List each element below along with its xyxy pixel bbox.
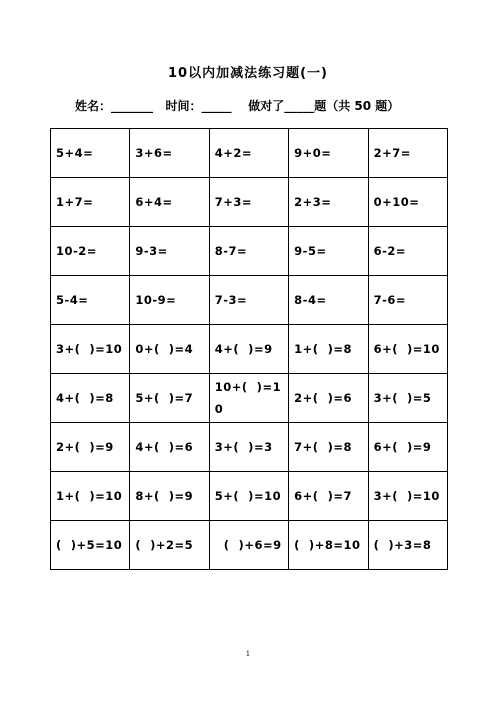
exercise-cell: 4+( )=9 [209, 325, 288, 374]
exercise-cell: ( )+8=10 [289, 521, 368, 570]
exercise-cell: 0+( )=4 [130, 325, 209, 374]
exercise-cell: 7-6= [368, 276, 447, 325]
student-info-line: 姓名：_______ 时间：_____ 做对了_____题（共 50 题） [75, 99, 400, 113]
exercise-cell: 7+( )=8 [289, 423, 368, 472]
exercise-cell: ( )+6=9 [209, 521, 288, 570]
exercise-row [51, 276, 448, 325]
exercise-cell: 8-4= [289, 276, 368, 325]
exercise-cell: 3+( )=10 [368, 472, 447, 521]
exercise-row [51, 472, 448, 521]
exercise-cell: ( )+3=8 [368, 521, 447, 570]
exercise-cell: 0+10= [368, 178, 447, 227]
worksheet-title: 10以内加减法练习题(一) [168, 66, 328, 81]
exercise-table [50, 128, 448, 570]
exercise-cell: 3+( )=3 [209, 423, 288, 472]
exercise-cell: 4+2= [209, 129, 288, 178]
exercise-cell: 6+( )=10 [368, 325, 447, 374]
exercise-row [51, 325, 448, 374]
exercise-cell: 1+7= [51, 178, 130, 227]
exercise-cell: 5+( )=10 [209, 472, 288, 521]
exercise-cell: 8+( )=9 [130, 472, 209, 521]
exercise-cell: 9+0= [289, 129, 368, 178]
exercise-cell: 10-9= [130, 276, 209, 325]
exercise-cell: 6-2= [368, 227, 447, 276]
page-number: 1 [245, 650, 251, 658]
exercise-row [51, 423, 448, 472]
exercise-cell: ( )+5=10 [51, 521, 130, 570]
exercise-cell: 10-2= [51, 227, 130, 276]
exercise-cell: 10+( )=10 [209, 374, 288, 423]
exercise-cell: 2+3= [289, 178, 368, 227]
exercise-row [51, 129, 448, 178]
exercise-row [51, 227, 448, 276]
exercise-cell: 6+( )=7 [289, 472, 368, 521]
exercise-cell: 7+3= [209, 178, 288, 227]
exercise-cell: 4+( )=8 [51, 374, 130, 423]
exercise-cell: 5+4= [51, 129, 130, 178]
exercise-cell: 1+( )=10 [51, 472, 130, 521]
exercise-cell: 1+( )=8 [289, 325, 368, 374]
exercise-cell: 2+7= [368, 129, 447, 178]
exercise-cell: 4+( )=6 [130, 423, 209, 472]
exercise-cell: 8-7= [209, 227, 288, 276]
exercise-cell: 9-3= [130, 227, 209, 276]
exercise-cell: 3+6= [130, 129, 209, 178]
exercise-cell: 9-5= [289, 227, 368, 276]
exercise-row [51, 374, 448, 423]
exercise-cell: 5+( )=7 [130, 374, 209, 423]
exercise-cell: 6+( )=9 [368, 423, 447, 472]
exercise-cell: 3+( )=10 [51, 325, 130, 374]
exercise-cell: ( )+2=5 [130, 521, 209, 570]
exercise-cell: 6+4= [130, 178, 209, 227]
exercise-cell: 2+( )=9 [51, 423, 130, 472]
exercise-cell: 3+( )=5 [368, 374, 447, 423]
exercise-cell: 5-4= [51, 276, 130, 325]
exercise-cell: 7-3= [209, 276, 288, 325]
exercise-cell: 2+( )=6 [289, 374, 368, 423]
exercise-row [51, 178, 448, 227]
exercise-row [51, 521, 448, 570]
